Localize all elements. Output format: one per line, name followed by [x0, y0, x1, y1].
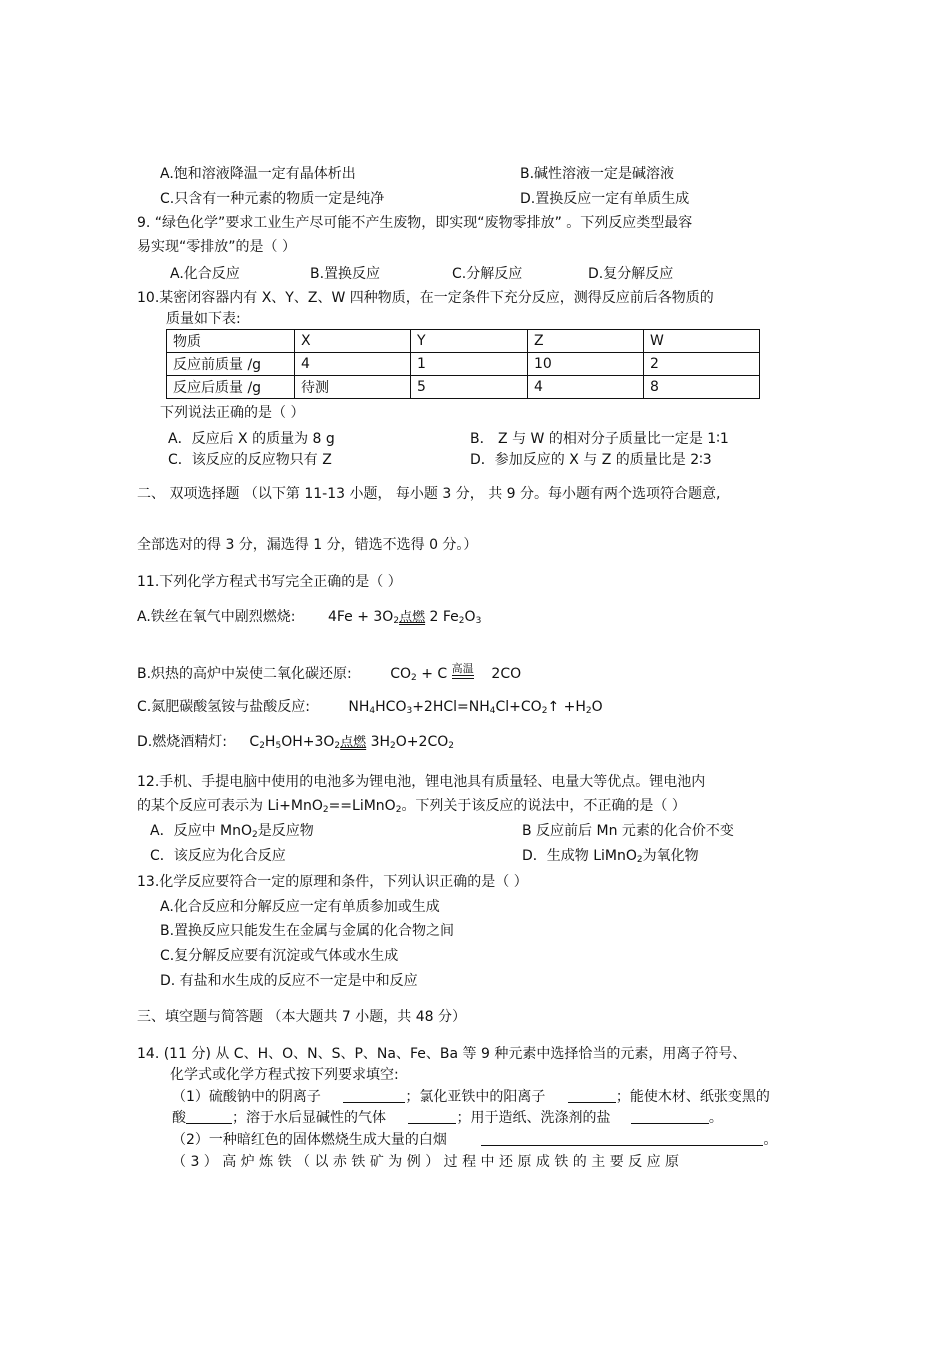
- q12-stem-part1: 的某个反应可表示为 Li+MnO: [137, 798, 323, 814]
- table-cell: 1: [411, 353, 528, 376]
- q13-option-d: D. 有盐和水生成的反应不一定是中和反应: [160, 973, 418, 989]
- table-header-cell: W: [644, 330, 760, 353]
- q10-option-b: B． Z 与 W 的相对分子质量比一定是 1∶1: [470, 431, 729, 447]
- q12-stem-part3: 。下列关于该反应的说法中，不正确的是（ ）: [401, 798, 686, 814]
- q12-stem-part2: ==LiMnO: [328, 798, 396, 814]
- equals-bar: [452, 675, 474, 679]
- q8-option-c: C.只含有一种元素的物质一定是纯净: [160, 191, 385, 207]
- q14-p2-text: （2）一种暗红色的固体燃烧生成大量的白烟: [172, 1132, 447, 1148]
- q11-option-d-label: D.燃烧酒精灯:: [137, 734, 227, 750]
- q11-option-b-label: B.炽热的高炉中炭使二氧化碳还原:: [137, 666, 352, 682]
- q11-option-c-label: C.氮肥碳酸氢铵与盐酸反应:: [137, 699, 310, 715]
- table-cell: 8: [644, 376, 760, 399]
- q8-option-a: A.饱和溶液降温一定有晶体析出: [160, 166, 356, 182]
- q14-p1-text: （1）硫酸钠中的阴离子: [172, 1089, 321, 1105]
- answer-blank[interactable]: [186, 1109, 232, 1124]
- q14-stem-line1: 14. (11 分) 从 C、H、O、N、S、P、Na、Fe、Ba 等 9 种元素中选择恰当的元素，用离子符号、: [137, 1046, 747, 1062]
- q10-stem-line1: 10.某密闭容器内有 X、Y、Z、W 四种物质，在一定条件下充分反应，测得反应前后各物质的: [137, 290, 714, 306]
- q14-p1-text: ；能使木材、纸张变黑的: [615, 1089, 770, 1105]
- subscript: 2: [322, 805, 329, 815]
- q14-part2: [172, 1131, 777, 1149]
- q10-option-a: A．反应后 X 的质量为 8 g: [168, 431, 335, 447]
- table-header-cell: Z: [528, 330, 644, 353]
- table-row: [167, 353, 760, 376]
- q11-stem: 11.下列化学方程式书写完全正确的是（ ）: [137, 574, 402, 590]
- table-cell: 5: [411, 376, 528, 399]
- table-header-cell: X: [295, 330, 411, 353]
- q8-option-b: B.碱性溶液一定是碱溶液: [520, 166, 675, 182]
- table-cell: 4: [528, 376, 644, 399]
- q11-option-c-equation: $NH_4HCO_3+2HCl=NH_4Cl+CO_2↑ +H_2O$: [348, 699, 603, 716]
- q11-option-c: [137, 698, 603, 720]
- answer-blank[interactable]: [568, 1088, 616, 1103]
- section3-title: 三、填空题与简答题 （本大题共 7 小题，共 48 分）: [137, 1009, 466, 1025]
- table-cell: 2: [644, 353, 760, 376]
- q14-p1-text: ；溶于水后显碱性的气体: [232, 1110, 386, 1126]
- q12-option-b: B 反应前后 Mn 元素的化合价不变: [522, 823, 734, 839]
- table-cell: 反应后质量 /g: [167, 376, 295, 399]
- q11-option-b-equation: $CO_2 + C$ 高温 2CO: [390, 662, 522, 683]
- table-header-cell: Y: [411, 330, 528, 353]
- q12-option-d-end: 为氧化物: [642, 848, 699, 864]
- table-row: [167, 376, 760, 399]
- q11-option-d-equation: $C_2H_5OH+3O_2$点燃 $3H_2O+2CO_2$: [249, 734, 454, 751]
- q12-option-d-text: D．生成物 LiMnO: [522, 848, 637, 864]
- answer-blank[interactable]: [408, 1109, 456, 1124]
- q10-prompt: 下列说法正确的是（ ）: [160, 405, 305, 421]
- q9-option-d: D.复分解反应: [588, 266, 674, 282]
- q11-option-b: [137, 660, 521, 687]
- ignite-condition: 点燃: [399, 610, 426, 625]
- table-cell: 待测: [295, 376, 411, 399]
- q11-option-a-label: A.铁丝在氧气中剧烈燃烧:: [137, 609, 296, 625]
- q12-stem-line2: [137, 797, 686, 819]
- table-header-row: [167, 330, 760, 353]
- high-temp-text: 高温: [451, 662, 474, 675]
- q13-stem: 13.化学反应要符合一定的原理和条件，下列认识正确的是（ ）: [137, 874, 528, 890]
- table-cell: 10: [528, 353, 644, 376]
- q8-option-d: D.置换反应一定有单质生成: [520, 191, 690, 207]
- q9-stem-line2: 易实现“零排放”的是（ ）: [137, 239, 296, 255]
- q10-option-d: D．参加反应的 X 与 Z 的质量比是 2∶3: [470, 452, 712, 468]
- q14-p2-end: 。: [763, 1132, 778, 1148]
- q12-option-a-text: A．反应中 MnO: [150, 823, 252, 839]
- q9-option-c: C.分解反应: [452, 266, 523, 282]
- ignite-condition: 点燃: [340, 735, 367, 750]
- subscript: 2: [252, 830, 258, 840]
- q10-stem-line2: 质量如下表:: [166, 311, 241, 327]
- q11-option-a: [137, 608, 481, 630]
- q9-stem-line1: 9. “绿色化学”要求工业生产尽可能不产生废物，即实现“废物零排放” 。下列反应类型最容: [137, 215, 693, 231]
- table-cell: 反应前质量 /g: [167, 353, 295, 376]
- q11-option-d: [137, 733, 454, 755]
- section2-title: 二、 双项选择题 （以下第 11-13 小题， 每小题 3 分， 共 9 分。每小题有两个选项符合题意,: [137, 486, 721, 502]
- q14-stem-line2: 化学式或化学方程式按下列要求填空:: [170, 1067, 399, 1083]
- q12-option-a-end: 是反应物: [257, 823, 314, 839]
- q9-option-b: B.置换反应: [310, 266, 381, 282]
- table-header-cell: 物质: [167, 330, 295, 353]
- mass-table: [166, 329, 760, 399]
- q9-option-a: A.化合反应: [170, 266, 240, 282]
- q14-p1-text: ；用于造纸、洗涤剂的盐: [456, 1110, 611, 1126]
- q13-option-b: B.置换反应只能发生在金属与金属的化合物之间: [160, 923, 455, 939]
- answer-blank[interactable]: [631, 1109, 709, 1124]
- answer-blank[interactable]: [343, 1088, 405, 1103]
- q12-option-d: [522, 847, 699, 869]
- section2-note: 全部选对的得 3 分，漏选得 1 分，错选不选得 0 分。）: [137, 537, 478, 553]
- answer-blank[interactable]: [481, 1131, 763, 1146]
- table-cell: 4: [295, 353, 411, 376]
- q11-option-a-equation: $4Fe + 3O_2$点燃 2 $Fe_2O_3$: [327, 609, 482, 626]
- q14-p1-text: ；氯化亚铁中的阳离子: [405, 1089, 546, 1105]
- q14-part1-line1: [172, 1088, 770, 1106]
- q14-p1-text: 。: [708, 1110, 723, 1126]
- q12-stem-line1: 12.手机、手提电脑中使用的电池多为锂电池，锂电池具有质量轻、电量大等优点。锂电池内: [137, 774, 706, 790]
- q12-option-c: C．该反应为化合反应: [150, 848, 286, 864]
- q10-option-c: C．该反应的反应物只有 Z: [168, 452, 332, 468]
- subscript: 2: [636, 855, 643, 865]
- subscript: 2: [395, 805, 402, 815]
- q14-part1-line2: [172, 1109, 723, 1127]
- q14-part3: （ 3 ） 高 炉 炼 铁 （ 以 赤 铁 矿 为 例 ） 过 程 中 还 原 成 铁 的 主 要 反 应 原: [172, 1154, 680, 1170]
- q12-option-a: [150, 822, 314, 844]
- q13-option-a: A.化合反应和分解反应一定有单质参加或生成: [160, 899, 440, 915]
- high-temp-condition: [452, 660, 474, 679]
- q14-p1-text: 酸: [172, 1110, 186, 1126]
- q13-option-c: C.复分解反应要有沉淀或气体或水生成: [160, 948, 399, 964]
